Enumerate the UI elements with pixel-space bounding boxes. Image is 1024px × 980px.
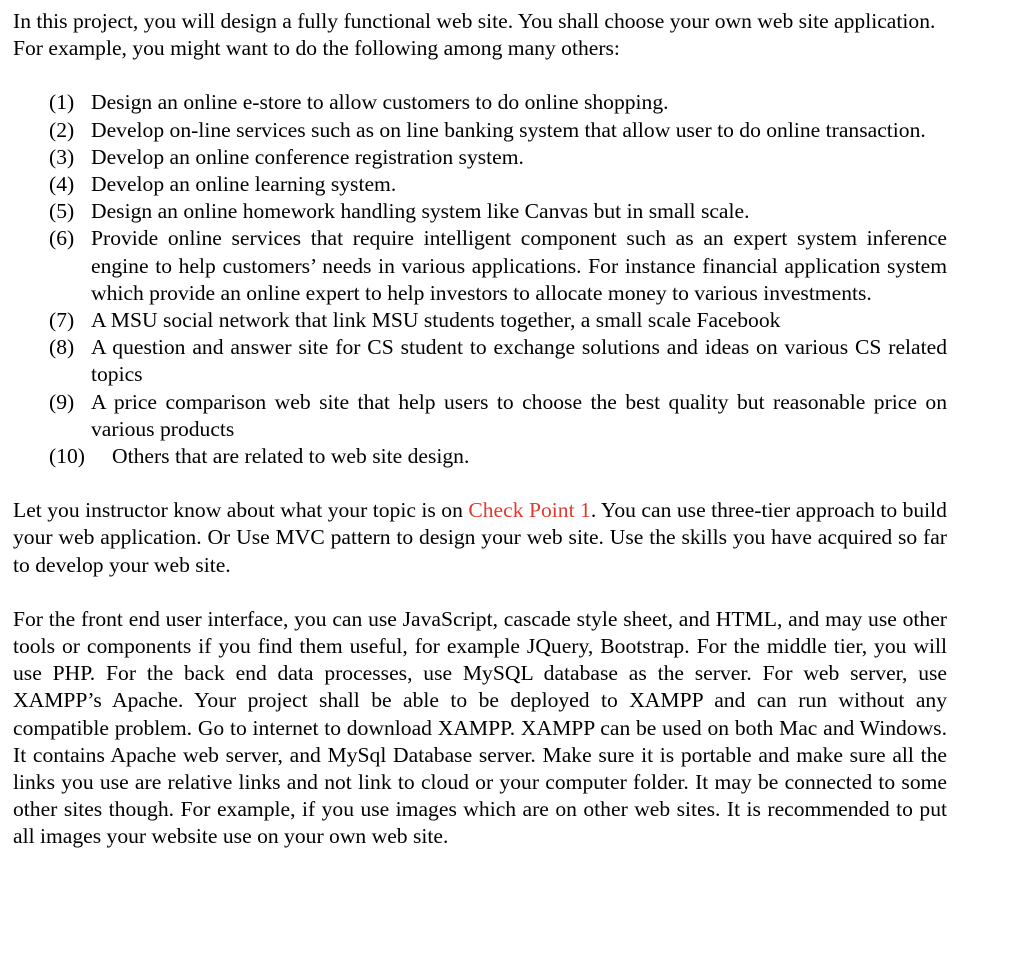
spacer [13, 62, 947, 89]
checkpoint-text-after: . You can use three-tier approach to build your web application. Or Use MVC pattern to design your web site. Use the skills you have acquired so far to develop your web site. [13, 498, 947, 577]
list-item [13, 144, 947, 171]
list-item-text: Develop an online conference registration system. [91, 144, 524, 169]
check-point-highlight: Check Point 1 [468, 498, 591, 523]
assignment-document [13, 8, 947, 851]
list-item-text: A price comparison web site that help users to choose the best quality but reasonable price on various products [91, 389, 947, 441]
list-item-number: (4) [49, 172, 75, 197]
list-item-text: Develop an online learning system. [91, 172, 397, 197]
list-item-text: Provide online services that require intelligent component such as an expert system inference engine to help customers’ needs in various applications. For instance financial application system which provide an online expert to help investors to allocate money to various investments. [91, 226, 947, 305]
list-item-number: (7) [49, 308, 75, 333]
checkpoint-text-before: Let you instructor know about what your topic is on [13, 498, 469, 523]
list-item-number: (1) [49, 90, 75, 115]
list-item-text: A question and answer site for CS student to exchange solutions and ideas on various CS related topics [91, 335, 947, 387]
list-item [13, 225, 947, 307]
checkpoint-paragraph [13, 497, 947, 579]
list-item-text: Design an online homework handling system like Canvas but in small scale. [91, 199, 750, 224]
list-item-number: (8) [49, 335, 75, 360]
intro-paragraph: In this project, you will design a fully functional web site. You shall choose your own web site application. [13, 9, 936, 33]
frontend-paragraph: For the front end user interface, you can use JavaScript, cascade style sheet, and HTML, and may use other tools or components if you find them useful, for example JQuery, Bootstrap. For the middle tier, you will use PHP. For the back end data processes, use MySQL database as the server. For web server, use XAMPP’s Apache. Your project shall be able to be deployed to XAMPP and can run without any compatible problem. Go to internet to download XAMPP. XAMPP can be used on both Mac and Windows. It contains Apache web server, and MySql Database server. Make sure it is portable and make sure all the links you use are relative links and not link to cloud or your computer folder. It may be connected to some other sites though. For example, if you use images which are on other web sites. It is recommended to put all images your website use on your own web site. [13, 606, 947, 849]
list-item-text: Develop on-line services such as on line banking system that allow user to do online transaction. [91, 117, 926, 142]
list-item-text: A MSU social network that link MSU students together, a small scale Facebook [91, 308, 781, 333]
list-item [13, 307, 947, 334]
list-item-number: (3) [49, 144, 75, 169]
list-item-number: (10) [49, 444, 85, 469]
list-item [13, 334, 947, 388]
list-item [13, 443, 947, 470]
intro-example-line: For example, you might want to do the following among many others: [13, 36, 620, 61]
list-item [13, 198, 947, 225]
list-item [13, 389, 947, 443]
list-item-number: (9) [49, 389, 75, 414]
spacer [13, 579, 947, 606]
list-item-number: (6) [49, 226, 75, 251]
list-item [13, 89, 947, 116]
spacer [13, 470, 947, 497]
list-item [13, 171, 947, 198]
list-item-text: Design an online e-store to allow customers to do online shopping. [91, 90, 669, 115]
list-item [13, 117, 947, 144]
list-item-number: (5) [49, 199, 75, 224]
list-item-number: (2) [49, 117, 75, 142]
list-item-text: Others that are related to web site design. [112, 444, 470, 469]
project-ideas-list [13, 89, 947, 470]
